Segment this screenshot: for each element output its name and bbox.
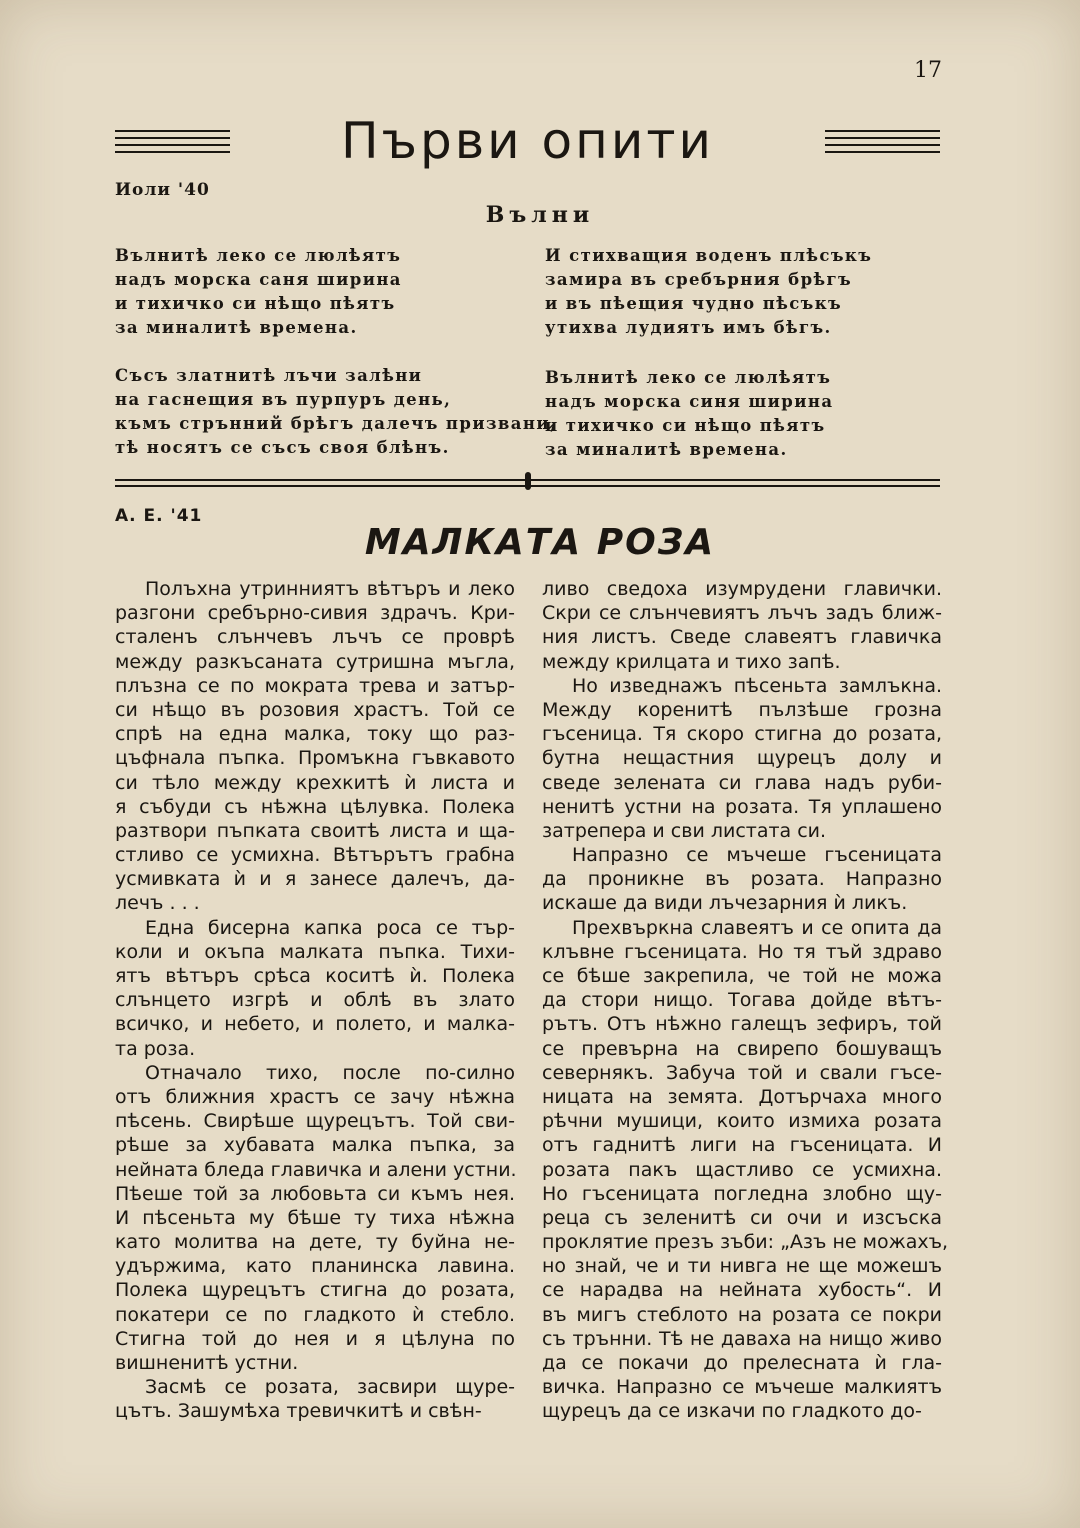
poem-line: Вълнитѣ леко се люлѣятъ xyxy=(115,246,402,265)
story-column-left xyxy=(115,577,515,1424)
story-line: всичко, и небето, и полето, и малка- xyxy=(115,1013,515,1036)
story-line: да стори нищо. Тогава дойде вѣтъ- xyxy=(542,989,942,1012)
poem-line: замира въ сребърния брѣгъ xyxy=(545,270,853,289)
story-line: плъзна се по мократа трева и затър- xyxy=(115,674,515,697)
story-line: разтвори пъпката своитѣ листа и щa- xyxy=(115,819,515,842)
story-line: сталенъ слънчевъ лъчъ се проврѣ xyxy=(115,626,515,649)
ornament-rule-right xyxy=(825,130,940,158)
story-line: се бѣше закрепила, че той не можа xyxy=(542,965,942,987)
story-line: севернякъ. Забуча той и свали гъсе- xyxy=(542,1061,942,1084)
story-line: вичка. Напразно се мъчеше малкиятъ xyxy=(542,1376,942,1399)
page-number: 17 xyxy=(914,58,942,83)
poem-stanza-1 xyxy=(115,244,402,340)
story-line: Отначало тихо, после по-силно xyxy=(145,1061,515,1084)
story-line: отъ гаднитѣ лиги на гъсеницата. И xyxy=(542,1134,942,1157)
poem-line: на гаснещия въ пурпуръ день, xyxy=(115,390,452,409)
story-line: се нарадва на нейната хубость“. И xyxy=(542,1279,942,1302)
story-column-right xyxy=(542,577,949,1424)
story-line: коли и окъпа малката пъпка. Тихи- xyxy=(115,940,515,963)
poem-line: за миналитѣ времена. xyxy=(115,318,358,337)
story-line: розата пакъ щастливо се усмихна. xyxy=(542,1158,942,1181)
story-line: цъфнала пъпка. Промъкна гъвкавото xyxy=(115,747,515,770)
poem-line: Съсъ златнитѣ лъчи залѣни xyxy=(115,366,423,385)
story-line: си нѣщо въ розовия храстъ. Той се xyxy=(115,698,515,721)
story-line: удържима, като планинска лавина. xyxy=(115,1255,515,1278)
story-line: но знай, че и ти нивга не ще можешъ xyxy=(542,1255,942,1278)
poem-line: Вълнитѣ леко се люлѣятъ xyxy=(545,368,832,387)
story-line: Но изведнажъ пѣсеньта замлъкна. xyxy=(572,674,942,697)
story-line: Напразно се мъчеше гъсеницата xyxy=(572,844,942,867)
story-line: сведе зелената си глава надъ руби- xyxy=(542,771,942,794)
story-line: бутна нещастния щурецъ долу и xyxy=(542,747,942,770)
story-line: ненитѣ устни на розата. Тя уплашено xyxy=(542,795,942,818)
story-title: МАЛКАТА РОЗА xyxy=(364,522,716,563)
story-line: Полъхна утринниятъ вѣтъръ и леко xyxy=(145,578,515,600)
poem-line: тѣ носятъ се съсъ своя блѣнъ. xyxy=(115,438,450,457)
story-line: я събуди съ нѣжна цѣлувка. Полека xyxy=(115,795,515,818)
poem-line: утихва лудиятъ имъ бѣгъ. xyxy=(545,318,832,337)
story-line: щурецъ да се изкачи по гладкото до- xyxy=(542,1400,922,1423)
story-line: рѣше за хубавата малка пъпка, за xyxy=(115,1134,515,1157)
poem-line: надъ морска саня ширина xyxy=(115,270,402,289)
story-line: пѣсень. Свирѣше щурецътъ. Той сви- xyxy=(115,1110,515,1133)
story-line: цътъ. Зашумѣха тревичкитѣ и свѣн- xyxy=(115,1400,482,1423)
poem-line: И стихващия воденъ плѣсъкъ xyxy=(545,246,873,265)
story-line: нейната бледа главичка и алени устни. xyxy=(115,1158,517,1181)
story-line: спрѣ на една малка, току що раз- xyxy=(115,723,515,746)
poem-line: и тихичко си нѣщо пѣятъ xyxy=(115,294,396,313)
story-line: да проникне въ розата. Напразно xyxy=(542,868,942,891)
story-line: реца съ зеленитѣ си очи и изсъска xyxy=(542,1206,942,1229)
story-author: А. Е. '41 xyxy=(115,506,203,526)
section-separator xyxy=(115,476,940,490)
story-line: клъвне гъсеницата. Но тя тъй здраво xyxy=(542,940,942,963)
poem-stanza-2 xyxy=(115,364,557,460)
poem-line: за миналитѣ времена. xyxy=(545,440,788,459)
poem-author: Иоли '40 xyxy=(115,180,210,200)
story-line: проклятие презъ зъби: „Азъ не можахъ, xyxy=(542,1231,949,1254)
story-line: ницата на земята. Дотърчаха много xyxy=(542,1085,942,1108)
story-line: гъсеница. Тя скоро стигна до розата, xyxy=(542,723,942,746)
story-line: между крилцата и тихо запѣ. xyxy=(542,650,841,673)
story-line: Прехвъркна славеятъ и се опита да xyxy=(572,916,942,939)
story-line: Засмѣ се розата, засвири щуре- xyxy=(145,1376,515,1399)
poem-stanza-4 xyxy=(545,366,833,462)
poem-line: и въ пѣещия чудно пѣсъкъ xyxy=(545,294,843,313)
story-line: като молитва на дете, ту буйна не- xyxy=(115,1231,515,1254)
poem-title: Вълни xyxy=(485,202,595,228)
story-line: рътъ. Отъ нѣжно галещъ зефиръ, той xyxy=(542,1013,942,1036)
section-title: Първи опити xyxy=(341,112,714,170)
story-line: Скри се слънчевиятъ лъчъ задъ ближ- xyxy=(542,602,942,625)
story-line: съ трънни. Тѣ не даваха на нищо живо xyxy=(542,1327,942,1350)
story-line: рѣчни мушици, които измиха розата xyxy=(542,1110,942,1133)
story-line: слънцето изгрѣ и облѣ въ злато xyxy=(115,989,515,1012)
story-line: усмивката ѝ и я занесе далечъ, да- xyxy=(115,868,515,891)
story-line: Полека щурецътъ стигна до розата, xyxy=(115,1279,515,1302)
poem-line: надъ морска синя ширина xyxy=(545,392,834,411)
story-line: въ мигъ стеблото на розата се покри xyxy=(542,1303,942,1326)
story-line: Една бисерна капка роса се тър- xyxy=(145,916,515,939)
story-line: отъ ближния храстъ се зачу нѣжна xyxy=(115,1085,515,1108)
story-line: стливо се усмихна. Вѣтърътъ грабна xyxy=(115,844,515,867)
story-line: се превърна на свирепо бошуващъ xyxy=(542,1037,942,1060)
poem-stanza-3 xyxy=(545,244,872,340)
story-line: си тѣло между крехкитѣ ѝ листа и xyxy=(115,771,515,794)
story-line: да се покачи до прелесната ѝ гла- xyxy=(542,1352,942,1374)
story-line: Между коренитѣ пълзѣше грозна xyxy=(542,698,942,721)
story-line: затрепера и сви листата си. xyxy=(542,819,827,842)
story-line: та роза. xyxy=(115,1037,196,1060)
story-line: ния листъ. Сведе славеятъ главичка xyxy=(542,626,942,649)
story-line: лечъ . . . xyxy=(115,892,200,915)
poem-line: и тихичко си нѣщо пѣятъ xyxy=(545,416,826,435)
poem-line: къмъ стрънний брѣгъ далечъ призвани, xyxy=(115,414,558,433)
story-line: Пѣеше той за любовьта си къмъ нея. xyxy=(115,1182,515,1205)
story-line: ятъ вѣтъръ срѣса коситѣ ѝ. Полека xyxy=(115,965,515,987)
story-line: разгони сребърно-сивия здрачъ. Кри- xyxy=(115,602,515,625)
story-line: Стигна той до нея и я цѣлуна по xyxy=(115,1327,515,1350)
story-line: искаше да види лъчезарния ѝ ликъ. xyxy=(542,892,908,915)
story-line: ливо сведоха изумрудени главички. xyxy=(542,578,942,600)
story-line: вишненитѣ устни. xyxy=(115,1352,299,1374)
story-line: И пѣсеньта му бѣше ту тиха нѣжна xyxy=(115,1206,515,1229)
story-line: Но гъсеницата погледна злобно щу- xyxy=(542,1182,942,1205)
story-line: покатери се по гладкото ѝ стебло. xyxy=(115,1303,515,1326)
section-header xyxy=(115,112,940,172)
story-line: между разкъсаната сутришна мъгла, xyxy=(115,650,515,673)
